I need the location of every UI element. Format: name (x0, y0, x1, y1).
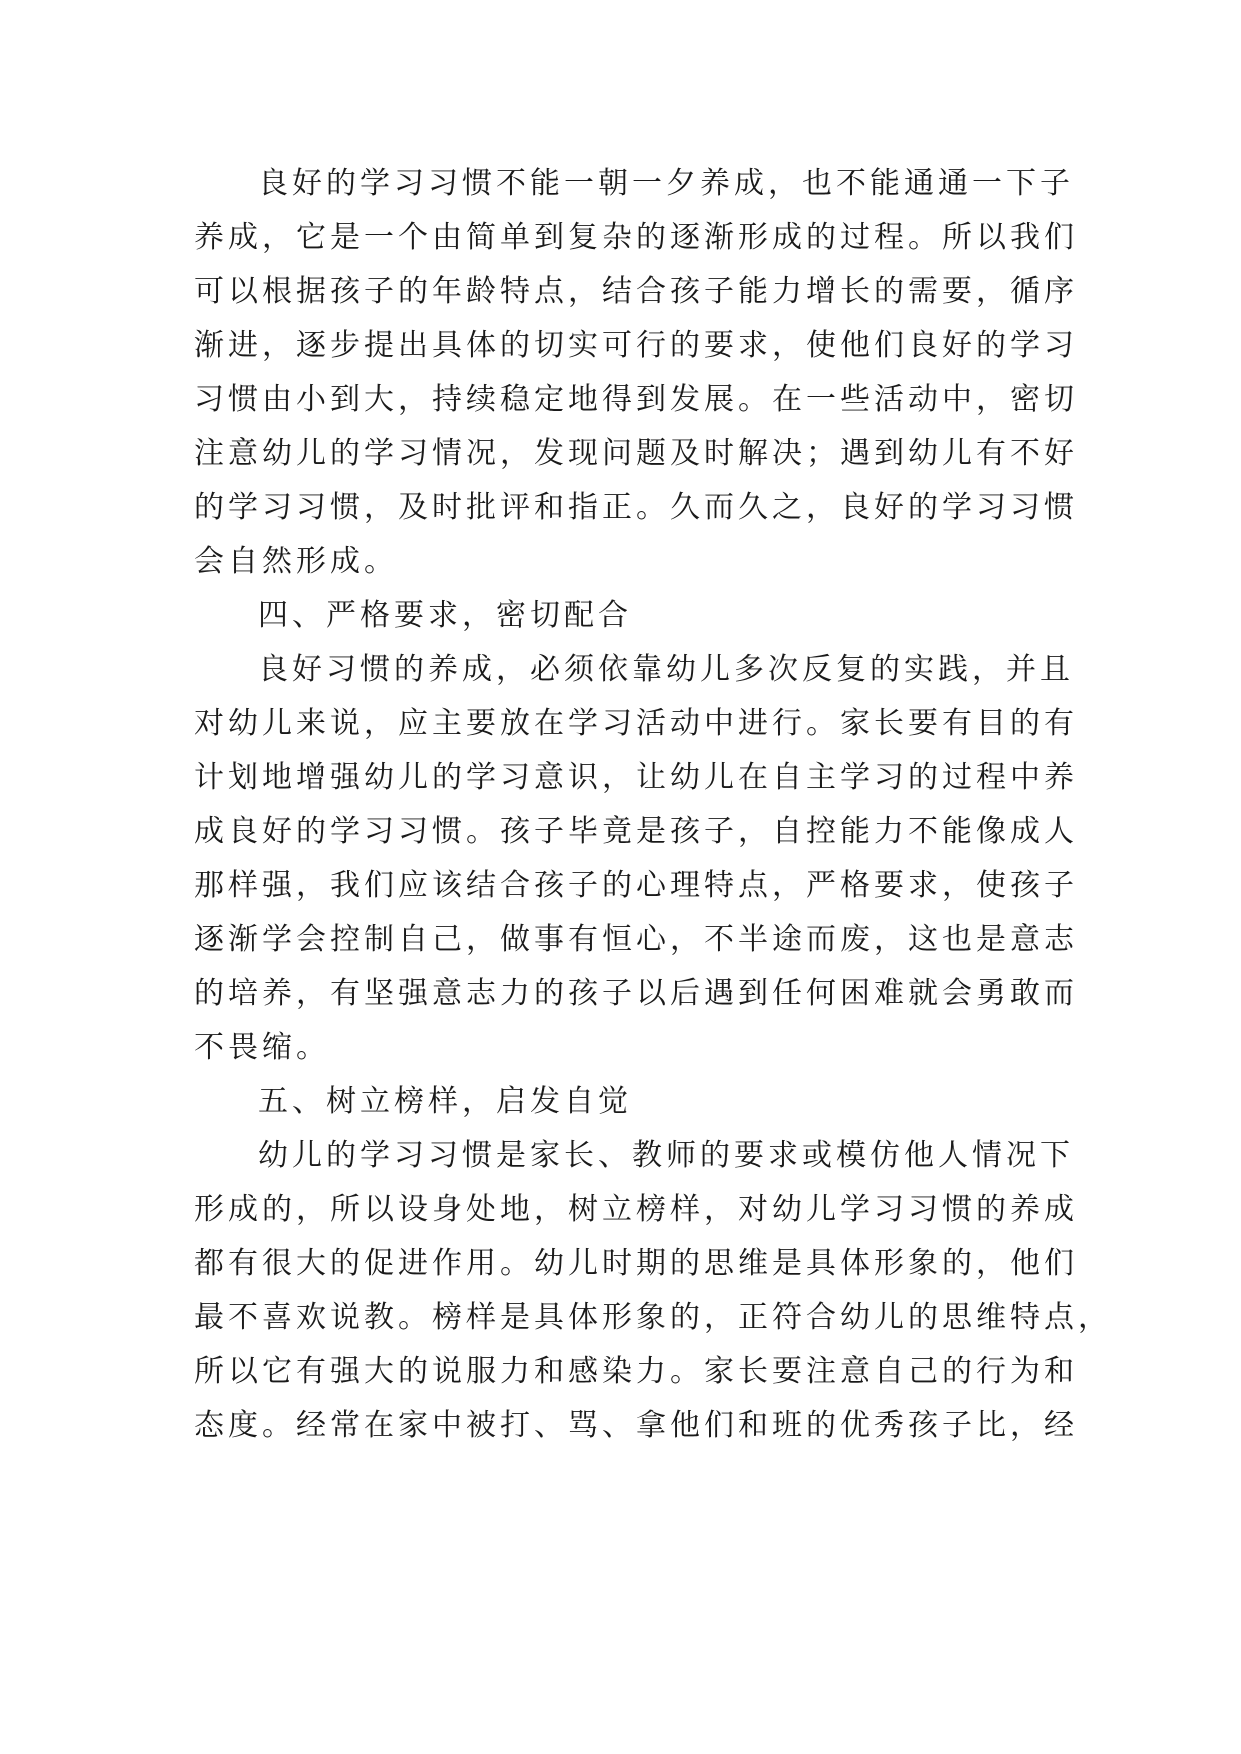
paragraph-line: 不畏缩。 (194, 1030, 330, 1065)
paragraph-line: 的培养，有坚强意志力的孩子以后遇到任何困难就会勇敢而 (194, 976, 1078, 1011)
paragraph-line: 的学习习惯，及时批评和指正。久而久之，良好的学习习惯 (194, 490, 1078, 525)
paragraph-line: 计划地增强幼儿的学习意识，让幼儿在自主学习的过程中养 (194, 760, 1078, 795)
paragraph-line: 形成的，所以设身处地，树立榜样，对幼儿学习习惯的养成 (194, 1192, 1078, 1227)
paragraph-line: 习惯由小到大，持续稳定地得到发展。在一些活动中，密切 (194, 382, 1078, 417)
paragraph-line: 都有很大的促进作用。幼儿时期的思维是具体形象的，他们 (194, 1246, 1078, 1281)
paragraph-line: 态度。经常在家中被打、骂、拿他们和班的优秀孩子比，经 (194, 1408, 1078, 1443)
paragraph-3 (194, 1129, 1112, 1453)
paragraph-line: 可以根据孩子的年龄特点，结合孩子能力增长的需要，循序 (194, 274, 1078, 309)
section-heading-5: 五、树立榜样，启发自觉 (258, 1084, 632, 1119)
paragraph-line: 幼儿的学习习惯是家长、教师的要求或模仿他人情况下 (258, 1138, 1074, 1173)
paragraph-line: 良好习惯的养成，必须依靠幼儿多次反复的实践，并且 (258, 652, 1074, 687)
paragraph-line: 注意幼儿的学习情况，发现问题及时解决；遇到幼儿有不好 (194, 436, 1078, 471)
paragraph-line: 逐渐学会控制自己，做事有恒心，不半途而废，这也是意志 (194, 922, 1078, 957)
paragraph-line: 渐进，逐步提出具体的切实可行的要求，使他们良好的学习 (194, 328, 1078, 363)
document-body (194, 157, 1112, 1453)
paragraph-line: 成良好的学习习惯。孩子毕竟是孩子，自控能力不能像成人 (194, 814, 1078, 849)
paragraph-line: 对幼儿来说，应主要放在学习活动中进行。家长要有目的有 (194, 706, 1078, 741)
paragraph-line: 养成，它是一个由简单到复杂的逐渐形成的过程。所以我们 (194, 220, 1078, 255)
paragraph-line: 良好的学习习惯不能一朝一夕养成，也不能通通一下子 (258, 166, 1074, 201)
paragraph-line: 所以它有强大的说服力和感染力。家长要注意自己的行为和 (194, 1354, 1078, 1389)
paragraph-1 (194, 157, 1078, 589)
paragraph-line: 最不喜欢说教。榜样是具体形象的，正符合幼儿的思维特点， (194, 1300, 1112, 1335)
paragraph-line: 会自然形成。 (194, 544, 398, 579)
paragraph-2 (194, 643, 1078, 1075)
section-heading-4: 四、严格要求，密切配合 (258, 598, 632, 633)
paragraph-line: 那样强，我们应该结合孩子的心理特点，严格要求，使孩子 (194, 868, 1078, 903)
